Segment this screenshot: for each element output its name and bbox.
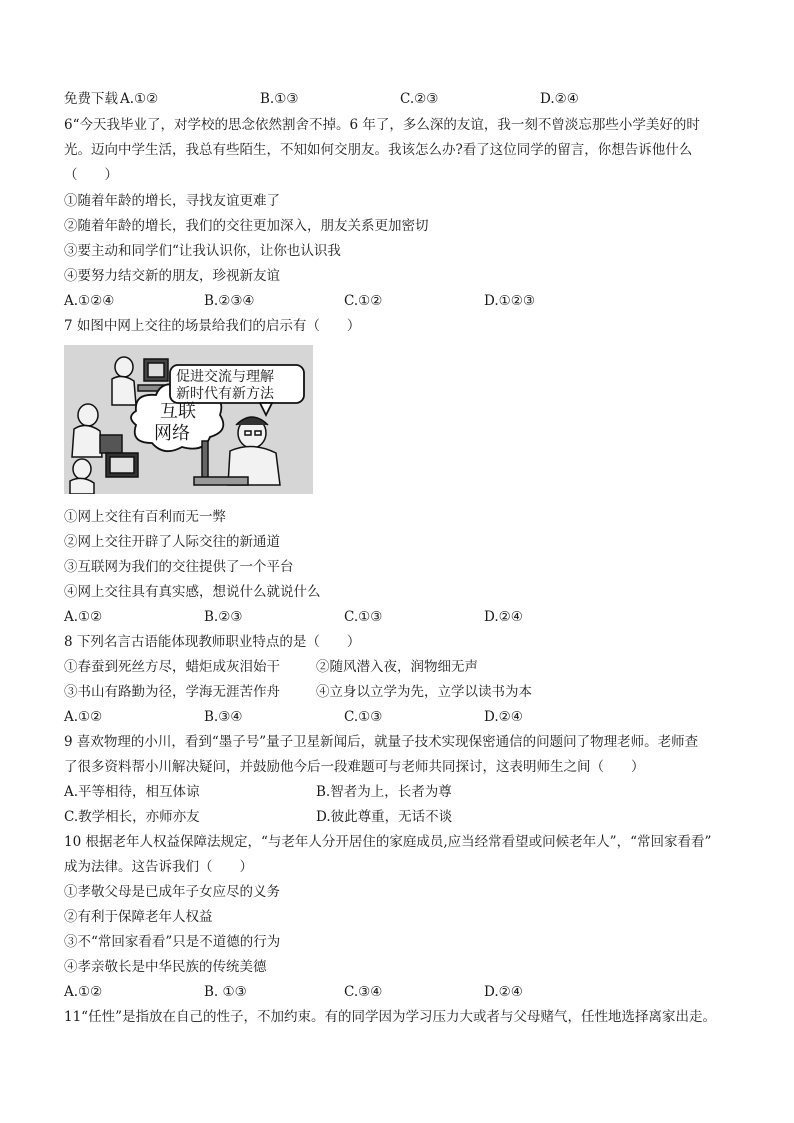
q10-option-a: A.①②	[64, 984, 103, 1000]
q6-option-c: C.①②	[344, 293, 383, 309]
q9-option-a: A.平等相待，相互体谅	[64, 784, 200, 800]
q9-option-c: C.教学相长，亦师亦友	[64, 809, 200, 825]
q10-statement-2: ②有利于保障老年人权益	[64, 909, 213, 925]
q6-statement-3: ③要主动和同学们“让我认识你，让你也认识我	[64, 243, 341, 259]
q10-statement-1: ①孝敬父母是已成年子女应尽的义务	[64, 884, 280, 900]
q7-option-b: B.②③	[204, 609, 243, 625]
q9-stem-line-2: 了很多资料帮小川解决疑问，并鼓励他今后一段难题可与老师共同探讨，这表明师生之间（ ）	[64, 759, 645, 775]
q8-statement-2: ②随风潜入夜，润物细无声	[316, 659, 478, 675]
q7-statement-2: ②网上交往开辟了人际交往的新通道	[64, 534, 280, 550]
q9-stem-line-1: 9 喜欢物理的小川，看到“墨子号”量子卫星新闻后，就量子技术实现保密通信的问题问了物理老师。老师查	[64, 734, 699, 750]
q7-option-d: D.②④	[484, 609, 523, 625]
top-option-d: D.②④	[540, 91, 579, 107]
q10-stem-line-2: 成为法律。这告诉我们（ ）	[64, 859, 253, 875]
q8-option-a: A.①②	[64, 709, 103, 725]
top-prefix: 免费下载	[64, 91, 118, 107]
top-option-b: B.①③	[260, 91, 299, 107]
q8-option-b: B.③④	[204, 709, 243, 725]
speech-text-line-2: 新时代有新方法	[176, 386, 274, 402]
q6-option-a: A.①②④	[64, 293, 115, 309]
q8-option-c: C.①③	[344, 709, 383, 725]
q7-statement-4: ④网上交往具有真实感，想说什么就说什么	[64, 584, 321, 600]
q10-statement-4: ④孝亲敬长是中华民族的传统美德	[64, 959, 267, 975]
q7-option-a: A.①②	[64, 609, 103, 625]
top-option-c: C.②③	[400, 91, 439, 107]
q7-statement-3: ③互联网为我们的交往提供了一个平台	[64, 559, 294, 575]
q8-statement-4: ④立身以立学为先，立学以读书为本	[316, 684, 532, 700]
q6-statement-4: ④要努力结交新的朋友，珍视新友谊	[64, 268, 280, 284]
q6-option-b: B.②③④	[204, 293, 255, 309]
q6-stem-line-2: 光。迈向中学生活，我总有些陌生，不知如何交朋友。我该怎么办?看了这位同学的留言，你想告诉他什么	[64, 142, 693, 158]
q7-stem: 7 如图中网上交往的场景给我们的启示有（ ）	[64, 318, 361, 334]
q10-option-b: B. ①③	[204, 984, 247, 1000]
q6-statement-1: ①随着年龄的增长，寻找友谊更难了	[64, 193, 280, 209]
q10-option-d: D.②④	[484, 984, 523, 1000]
q7-cartoon-figure	[64, 345, 313, 494]
q9-option-d: D.彼此尊重，无话不谈	[316, 809, 453, 825]
top-option-a: A.①②	[120, 91, 159, 107]
speech-text-line-1: 促进交流与理解	[176, 369, 274, 385]
q7-statement-1: ①网上交往有百利而无一弊	[64, 509, 226, 525]
q10-statement-3: ③不“常回家看看”只是不道德的行为	[64, 934, 281, 950]
q10-option-c: C.③④	[344, 984, 383, 1000]
q6-statement-2: ②随着年龄的增长，我们的交往更加深入，朋友关系更加密切	[64, 218, 429, 234]
q6-stem-line-1: 6“今天我毕业了，对学校的思念依然割舍不掉。6 年了，多么深的友谊，我一刻不曾淡忘那些小学美好的时	[64, 117, 700, 133]
q6-stem-line-3: （ ）	[64, 167, 118, 183]
q7-option-c: C.①③	[344, 609, 383, 625]
q8-statement-3: ③书山有路勤为径，学海无涯苦作舟	[64, 684, 280, 700]
q9-option-b: B.智者为上，长者为尊	[316, 784, 452, 800]
q8-option-d: D.②④	[484, 709, 523, 725]
cloud-text-line-2: 网络	[154, 423, 190, 444]
q6-option-d: D.①②③	[484, 293, 535, 309]
q10-stem-line-1: 10 根据老年人权益保障法规定，“与老年人分开居住的家庭成员,应当经常看望或问候老年人”，“常回家看看”	[64, 834, 712, 850]
cloud-text-line-1: 互联	[160, 401, 196, 422]
q11-stem: 11“任性”是指放在自己的性子，不加约束。有的同学因为学习压力大或者与父母赌气，任性地选择离家出走。	[64, 1009, 716, 1025]
q8-statement-1: ①春蚕到死丝方尽，蜡炬成灰泪始干	[64, 659, 280, 675]
q8-stem: 8 下列名言古语能体现教师职业特点的是（ ）	[64, 634, 361, 650]
